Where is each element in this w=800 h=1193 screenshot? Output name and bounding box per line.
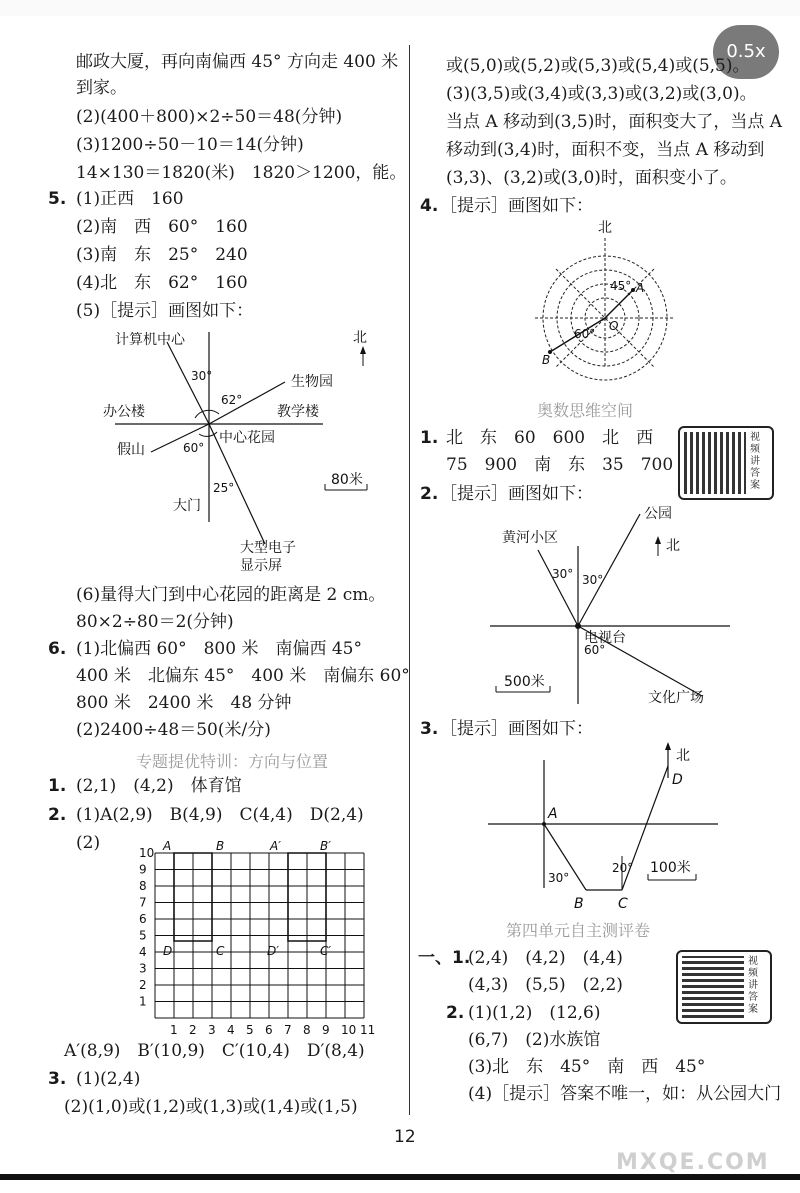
q6-2: 400 米 北偏东 45° 400 米 南偏东 60° <box>76 666 410 686</box>
p3-number: 3. <box>48 1069 67 1089</box>
qr-pattern-1 <box>684 432 746 494</box>
left-line-3: (2)(400＋800)×2÷50＝48(分钟) <box>76 107 343 127</box>
page-number: 12 <box>394 1127 416 1147</box>
y-tick-label: 3 <box>139 961 147 976</box>
d2-B: B <box>542 353 551 367</box>
d3-park: 公园 <box>644 506 672 522</box>
right-line-4: 移动到(3,4)时，面积不变，当点 A 移动到 <box>446 140 765 160</box>
q6-1: (1)北偏西 60° 800 米 南偏西 45° <box>76 639 363 659</box>
concentric-direction-diagram <box>530 218 680 368</box>
x-tick-label: 5 <box>246 1023 254 1037</box>
qr-code-2[interactable] <box>676 950 772 1024</box>
pt-C: C <box>216 944 225 958</box>
d1-scale: 80米 <box>331 472 363 488</box>
o1-number: 1. <box>420 428 439 448</box>
q5-7: 80×2÷80＝2(分钟) <box>76 612 234 632</box>
d1-screen2: 显示屏 <box>240 558 282 574</box>
right-line-2: (3)(3,5)或(3,4)或(3,3)或(3,2)或(3,0)。 <box>446 84 757 104</box>
o2-number: 2. <box>420 484 439 504</box>
d1-a60: 60° <box>183 441 205 455</box>
column-divider <box>409 45 410 1115</box>
o2-text: ［提示］画图如下： <box>440 484 593 504</box>
u1b-text: (4,3) (5,5) (2,2) <box>468 975 623 995</box>
d4-D: D <box>672 772 683 788</box>
qr-code-1[interactable] <box>678 426 774 500</box>
top-edge <box>0 0 800 16</box>
qr-pattern-2 <box>682 956 744 1018</box>
q5-4: (4)北 东 62° 160 <box>76 273 248 293</box>
q5-3: (3)南 东 25° 240 <box>76 245 248 265</box>
d1-center: 中心花园 <box>219 430 275 446</box>
d2-a60: 60° <box>574 327 596 341</box>
p3b-text: (2)(1,0)或(1,2)或(1,3)或(1,4)或(1,5) <box>64 1097 358 1117</box>
left-line-2: 到家。 <box>76 78 127 98</box>
u2-number: 2. <box>446 1003 465 1023</box>
d1-screen1: 大型电子 <box>240 540 296 556</box>
d4-scale: 100米 <box>650 860 691 876</box>
q5-2: (2)南 西 60° 160 <box>76 217 248 237</box>
left-line-4: (3)1200÷50－10＝14(分钟) <box>76 135 304 155</box>
q6-3: 800 米 2400 米 48 分钟 <box>76 693 292 713</box>
u1-number: 一、1. <box>418 948 471 968</box>
u2c-text: (3)北 东 45° 南 西 45° <box>468 1057 706 1077</box>
u1a-text: (2,4) (4,2) (4,4) <box>468 948 623 968</box>
u2d-text: (4)［提示］答案不唯一，如：从公园大门 <box>468 1084 782 1104</box>
d3-a60: 60° <box>584 643 606 657</box>
q5-1: (1)正西 160 <box>76 189 184 209</box>
u2a-text: (1)(1,2) (12,6) <box>468 1003 601 1023</box>
d3-culture: 文化广场 <box>648 690 704 706</box>
q4-text: ［提示］画图如下： <box>440 196 593 216</box>
left-line-1: 邮政大厦，再向南偏西 45° 方向走 400 米 <box>76 52 399 72</box>
y-tick-label: 10 <box>139 846 155 860</box>
o3-number: 3. <box>420 719 439 739</box>
d1-a62: 62° <box>221 393 243 407</box>
p2c-text: A′(8,9) B′(10,9) C′(10,4) D′(8,4) <box>64 1041 365 1061</box>
route-diagram <box>482 738 732 918</box>
y-tick-label: 1 <box>139 994 147 1009</box>
x-tick-label: 6 <box>265 1023 273 1037</box>
d1-north: 北 <box>353 330 367 346</box>
tv-station-diagram <box>480 500 740 720</box>
coordinate-grid <box>118 828 376 1038</box>
x-tick-label: 1 <box>170 1023 178 1037</box>
p1-number: 1. <box>48 776 67 796</box>
y-tick-label: 8 <box>139 879 147 893</box>
d1-bio: 生物园 <box>291 374 333 390</box>
d2-A: A <box>636 281 645 295</box>
x-tick-label: 8 <box>303 1023 311 1037</box>
qr-caption-2: 视频讲答案 <box>748 956 758 1015</box>
o1b-text: 75 900 南 东 35 700 <box>446 455 674 475</box>
d3-north: 北 <box>666 538 680 554</box>
d1-a25: 25° <box>213 481 235 495</box>
y-tick-label: 9 <box>139 862 147 877</box>
watermark: MXQE.COM <box>616 1150 770 1175</box>
pt-A: A <box>163 839 172 853</box>
d1-hill: 假山 <box>117 442 145 458</box>
x-tick-label: 11 <box>360 1023 376 1037</box>
p2-number: 2. <box>48 805 67 825</box>
p2-text: (1)A(2,9) B(4,9) C(4,4) D(2,4) <box>76 805 364 825</box>
p2b-text: (2) <box>76 833 101 853</box>
section-title-special: 专题提优特训：方向与位置 <box>136 752 329 771</box>
section-title-olympiad: 奥数思维空间 <box>537 401 634 420</box>
x-tick-label: 7 <box>284 1023 292 1037</box>
d1-a30: 30° <box>191 369 213 383</box>
q5-number: 5. <box>48 189 67 209</box>
x-tick-label: 3 <box>208 1023 216 1037</box>
d4-a20: 20° <box>612 861 634 875</box>
right-line-1: 或(5,0)或(5,2)或(5,3)或(5,4)或(5,5)。 <box>446 56 750 76</box>
d1-office: 办公楼 <box>103 404 145 420</box>
x-tick-label: 9 <box>322 1023 330 1037</box>
d2-north: 北 <box>598 220 612 236</box>
d2-a45: 45° <box>610 279 632 293</box>
right-line-3: 当点 A 移动到(3,5)时，面积变大了，当点 A <box>446 112 783 132</box>
d3-scale: 500米 <box>504 674 545 690</box>
d1-computer: 计算机中心 <box>115 332 185 348</box>
x-tick-label: 4 <box>227 1023 235 1037</box>
u2b-text: (6,7) (2)水族馆 <box>468 1030 601 1050</box>
q6-4: (2)2400÷48＝50(米/分) <box>76 720 271 740</box>
d1-teach: 教学楼 <box>277 404 319 420</box>
o1a-text: 北 东 60 600 北 西 <box>446 428 654 448</box>
left-line-5: 14×130＝1820(米) 1820＞1200，能。 <box>76 163 407 183</box>
y-tick-label: 6 <box>139 912 147 926</box>
x-tick-label: 2 <box>189 1023 197 1037</box>
pt-D: D <box>163 944 173 958</box>
zoom-badge[interactable]: 0.5x <box>713 25 779 79</box>
d4-a30: 30° <box>548 871 570 885</box>
p1-text: (2,1) (4,2) 体育馆 <box>76 776 242 796</box>
q6-number: 6. <box>48 639 67 659</box>
q5-5: (5)［提示］画图如下： <box>76 301 254 321</box>
d4-B: B <box>574 896 584 912</box>
d1-gate: 大门 <box>173 498 201 514</box>
d3-hh: 黄河小区 <box>502 530 558 546</box>
d3-tv: 电视台 <box>584 630 626 646</box>
q4-number: 4. <box>420 196 439 216</box>
y-tick-label: 2 <box>139 978 147 992</box>
d4-A: A <box>548 806 558 822</box>
y-tick-label: 5 <box>139 928 147 943</box>
d3-a30b: 30° <box>582 573 604 587</box>
p3a-text: (1)(2,4) <box>76 1069 141 1089</box>
d4-C: C <box>618 896 628 912</box>
pt-B2: B′ <box>320 839 331 853</box>
pt-B: B <box>216 839 225 853</box>
pt-D2: D′ <box>267 944 279 958</box>
o3-text: ［提示］画图如下： <box>440 719 593 739</box>
pt-C2: C′ <box>320 944 332 958</box>
y-tick-label: 4 <box>139 945 147 959</box>
section-title-unit4: 第四单元自主测评卷 <box>506 921 651 940</box>
y-tick-label: 7 <box>139 895 147 910</box>
d3-a30a: 30° <box>552 567 574 581</box>
qr-caption-1: 视频讲答案 <box>750 432 760 491</box>
campus-direction-diagram <box>95 322 395 592</box>
x-tick-label: 10 <box>341 1023 357 1037</box>
q5-6: (6)量得大门到中心花园的距离是 2 cm。 <box>76 585 386 605</box>
d4-north: 北 <box>676 748 690 764</box>
pt-A2: A′ <box>270 839 281 853</box>
d2-O: O <box>609 319 619 333</box>
right-line-5: (3,3)、(3,2)或(3,0)时，面积变小了。 <box>446 168 737 188</box>
